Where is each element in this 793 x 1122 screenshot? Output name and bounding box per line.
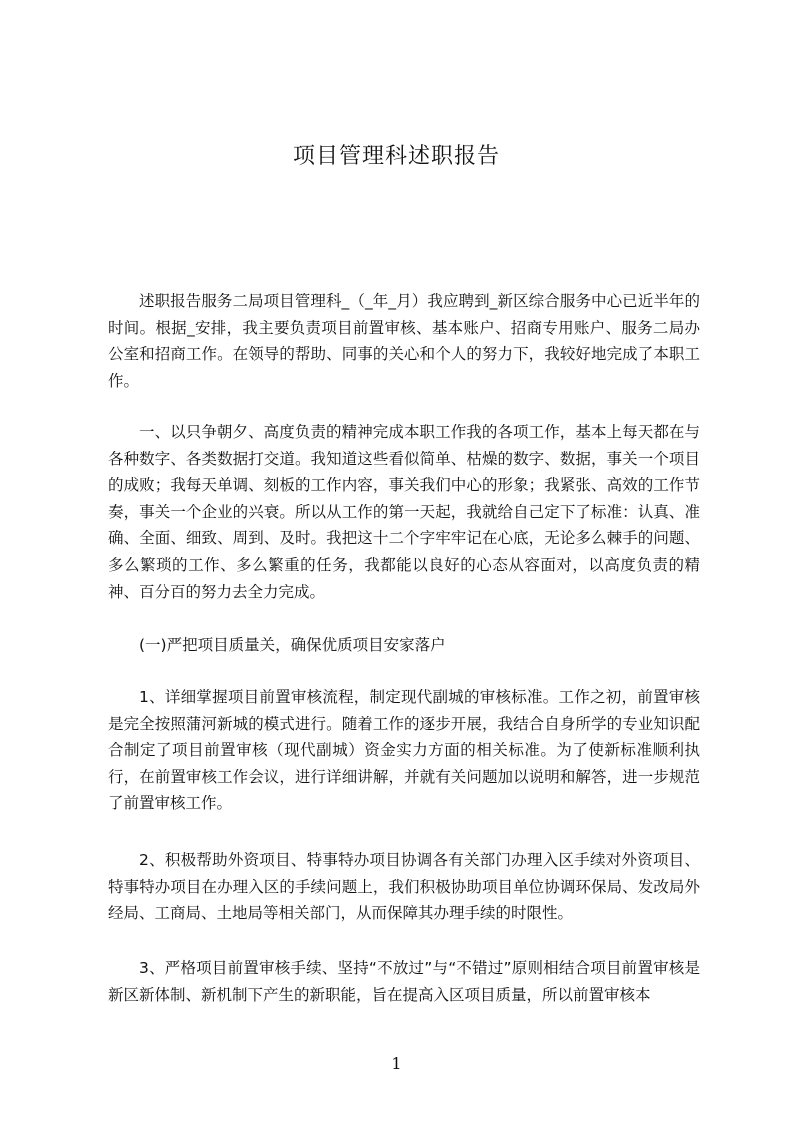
paragraph-item-3: 3、严格项目前置审核手续、坚持“不放过”与“不错过”原则相结合项目前置审核是新区新体制、新机制下产生的新职能，旨在提高入区项目质量，所以前置审核本 <box>108 959 700 1004</box>
page-number: 1 <box>391 1054 402 1073</box>
paragraph-intro: 述职报告服务二局项目管理科_（_年_月）我应聘到_新区综合服务中心已近半年的时间。根据_安排，我主要负责项目前置审核、基本账户、招商专用账户、服务二局办公室和招商工作。在领导的帮助、同事的关心和个人的努力下，我较好地完成了本职工作。 <box>108 292 700 390</box>
subheading-project-quality: (一)严把项目质量关，确保优质项目安家落户 <box>139 636 446 654</box>
paragraph-item-2: 2、积极帮助外资项目、特事特办项目协调各有关部门办理入区手续对外资项目、特事特办项目在办理入区的手续问题上，我们积极协助项目单位协调环保局、发改局外经局、工商局、土地局等相关部门，从而保障其办理手续的时限性。 <box>108 851 700 923</box>
paragraph-section-one: 一、以只争朝夕、高度负责的精神完成本职工作我的各项工作，基本上每天都在与各种数字、各类数据打交道。我知道这些看似简单、枯燥的数字、数据，事关一个项目的成败；我每天单调、刻板的工作内容，事关我们中心的形象；我紧张、高效的工作节奏，事关一个企业的兴衰。所以从工作的第一天起，我就给自己定下了标准：认真、准确、全面、细致、周到、及时。我把这十二个字牢牢记在心底，无论多么棘手的问题、多么繁琐的工作、多么繁重的任务，我都能以良好的心态从容面对，以高度负责的精神、百分百的努力去全力完成。 <box>108 423 700 601</box>
paragraph-item-1: 1、详细掌握项目前置审核流程，制定现代副城的审核标准。工作之初，前置审核是完全按照蒲河新城的模式进行。随着工作的逐步开展，我结合自身所学的专业知识配合制定了项目前置审核（现代副城）资金实力方面的相关标准。为了使新标准顺利执行，在前置审核工作会议，进行详细讲解，并就有关问题加以说明和解答，进一步规范了前置审核工作。 <box>108 688 700 813</box>
document-title: 项目管理科述职报告 <box>292 144 500 169</box>
